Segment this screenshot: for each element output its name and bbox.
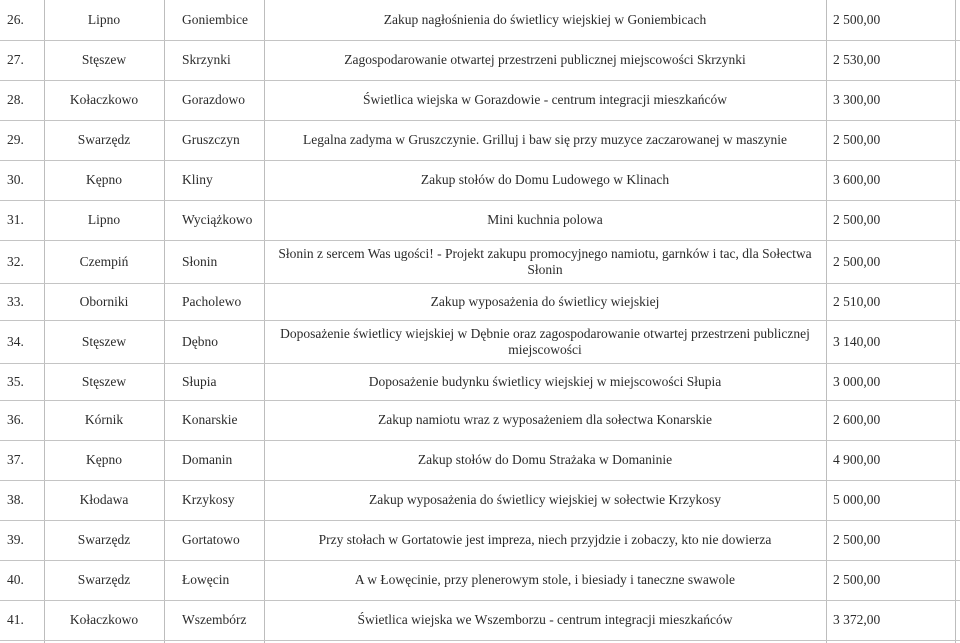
table-row — [0, 160, 960, 200]
village-cell: Pacholewo — [182, 293, 242, 309]
village-cell: Skrzynki — [182, 52, 231, 67]
project-cell: Zakup stołów do Domu Strażaka w Domaninie — [417, 452, 673, 467]
table-row — [0, 440, 960, 480]
project-cell: Doposażenie budynku świetlicy wiejskiej w miejscowości Słupia — [368, 373, 722, 389]
table-row — [0, 120, 960, 160]
row-number: 38. — [7, 492, 24, 507]
project-cell: Zakup wyposażenia do świetlicy wiejskiej — [430, 293, 660, 309]
row-number: 32. — [7, 253, 24, 269]
amount-cell: 3 372,00 — [833, 612, 881, 627]
table-row — [0, 40, 960, 80]
row-number: 26. — [7, 12, 24, 27]
table-row — [0, 80, 960, 120]
table-row — [0, 520, 960, 560]
amount-cell: 3 600,00 — [833, 172, 881, 187]
table-row — [0, 560, 960, 600]
project-cell: Zakup stołów do Domu Ludowego w Klinach — [420, 172, 670, 187]
amount-cell: 2 500,00 — [833, 253, 881, 269]
row-number: 34. — [7, 333, 24, 349]
village-cell: Słupia — [182, 373, 217, 389]
amount-cell: 2 500,00 — [833, 12, 881, 27]
row-number: 40. — [7, 572, 24, 587]
amount-cell: 2 500,00 — [833, 132, 881, 147]
amount-cell: 2 600,00 — [833, 412, 881, 427]
gmina-cell: Kępno — [86, 452, 122, 467]
table-row — [0, 283, 960, 320]
row-number: 41. — [7, 612, 24, 627]
table-row — [0, 600, 960, 640]
gmina-cell: Czempiń — [79, 253, 129, 269]
table-row — [0, 320, 960, 363]
project-cell: A w Łowęcinie, przy plenerowym stole, i biesiady i taneczne swawole — [354, 572, 736, 587]
row-number: 31. — [7, 212, 24, 227]
village-cell: Słonin — [182, 253, 218, 269]
amount-cell: 3 140,00 — [833, 333, 881, 349]
amount-cell: 2 500,00 — [833, 532, 881, 547]
project-cell: Przy stołach w Gortatowie jest impreza, niech przyjdzie i zobaczy, kto nie dowierza — [318, 532, 772, 547]
project-cell: Świetlica wiejska we Wszemborzu - centrum integracji mieszkańców — [357, 612, 733, 627]
project-cell: Zagospodarowanie otwartej przestrzeni publicznej miejscowości Skrzynki — [344, 52, 746, 67]
table-row — [0, 400, 960, 440]
village-cell: Dębno — [182, 333, 218, 349]
amount-cell: 2 500,00 — [833, 572, 881, 587]
amount-cell: 4 900,00 — [833, 452, 881, 467]
gmina-cell: Swarzędz — [77, 572, 131, 587]
row-number: 28. — [7, 92, 24, 107]
village-cell: Gruszczyn — [182, 132, 240, 147]
project-cell: Świetlica wiejska w Gorazdowie - centrum integracji mieszkańców — [363, 92, 727, 107]
table-row — [0, 240, 960, 283]
table-row — [0, 200, 960, 240]
table-row — [0, 0, 960, 40]
village-cell: Kliny — [182, 172, 213, 187]
amount-cell: 5 000,00 — [833, 492, 881, 507]
project-cell: Zakup wyposażenia do świetlicy wiejskiej w sołectwie Krzykosy — [368, 492, 722, 507]
gmina-cell: Lipno — [87, 212, 121, 227]
village-cell: Wyciążkowo — [182, 212, 253, 227]
gmina-cell: Oborniki — [79, 293, 129, 309]
village-cell: Wszembórz — [182, 612, 247, 627]
gmina-cell: Stęszew — [81, 373, 127, 389]
amount-cell: 2 510,00 — [833, 293, 881, 309]
row-number: 29. — [7, 132, 24, 147]
village-cell: Konarskie — [182, 412, 238, 427]
amount-cell: 2 530,00 — [833, 52, 881, 67]
village-cell: Domanin — [182, 452, 233, 467]
row-number: 37. — [7, 452, 24, 467]
row-number: 35. — [7, 373, 24, 389]
gmina-cell: Stęszew — [81, 52, 127, 67]
gmina-cell: Kępno — [86, 172, 122, 187]
amount-cell: 2 500,00 — [833, 212, 881, 227]
village-cell: Krzykosy — [182, 492, 235, 507]
project-cell: Doposażenie świetlicy wiejskiej w Dębnie oraz zagospodarowanie otwartej przestrzeni publicznej miejscowości — [280, 325, 810, 357]
village-cell: Gortatowo — [182, 532, 240, 547]
village-cell: Łowęcin — [182, 572, 230, 587]
gmina-cell: Swarzędz — [77, 132, 131, 147]
village-cell: Gorazdowo — [182, 92, 245, 107]
project-cell: Legalna zadyma w Gruszczynie. Grilluj i baw się przy muzyce zaczarowanej w maszynie — [303, 132, 787, 147]
project-cell: Zakup nagłośnienia do świetlicy wiejskiej w Goniembicach — [383, 12, 707, 27]
row-number: 30. — [7, 172, 24, 187]
row-number: 39. — [7, 532, 24, 547]
project-cell: Mini kuchnia polowa — [487, 212, 603, 227]
amount-cell: 3 000,00 — [833, 373, 881, 389]
gmina-cell: Kłodawa — [79, 492, 129, 507]
project-cell: Słonin z sercem Was ugości! - Projekt zakupu promocyjnego namiotu, garnków i tac, dla Sołectwa Słonin — [278, 245, 812, 277]
row-number: 27. — [7, 52, 24, 67]
project-cell: Zakup namiotu wraz z wyposażeniem dla sołectwa Konarskie — [377, 412, 712, 427]
row-divider — [0, 640, 960, 641]
gmina-cell: Lipno — [87, 12, 121, 27]
amount-cell: 3 300,00 — [833, 92, 881, 107]
gmina-cell: Kołaczkowo — [69, 612, 139, 627]
row-number: 36. — [7, 412, 24, 427]
row-number: 33. — [7, 293, 24, 309]
gmina-cell: Kórnik — [84, 412, 124, 427]
gmina-cell: Kołaczkowo — [69, 92, 139, 107]
table-row — [0, 363, 960, 400]
gmina-cell: Stęszew — [81, 333, 127, 349]
gmina-cell: Swarzędz — [77, 532, 131, 547]
village-cell: Goniembice — [182, 12, 248, 27]
table-row — [0, 480, 960, 520]
